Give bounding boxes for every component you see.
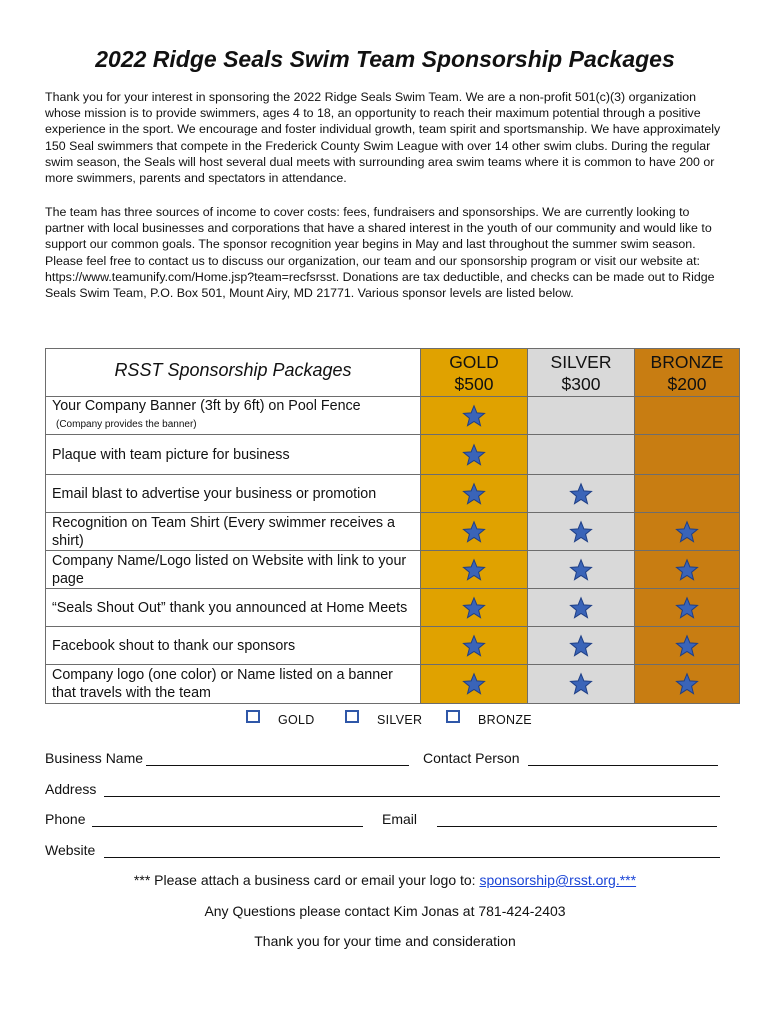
table-row: Company logo (one color) or Name listed on a banner that travels with the team — [46, 665, 740, 704]
sponsorship-email-link[interactable]: sponsorship@rsst.org.*** — [479, 872, 637, 888]
table-row: Company Name/Logo listed on Website with link to your page — [46, 551, 740, 589]
intro-paragraph: Thank you for your interest in sponsoring the 2022 Ridge Seals Swim Team. We are a non-profit 501(c)(3) organization whose mission is to provide swimmers, ages 4 to 18, an opportunity to reach their maximum potential through a positive experience in the sport. We encourage and foster individual growth, team spirit and sportsmanship. We have approximately 150 Seal swimmers that compete in the Frederick County Swim League with over 14 other swim clubs. During the regular swim season, the Seals will host several dual meets with surrounding area swim teams where it is common to have 200 or more swimmers, parents and spectators in attendance. — [45, 90, 721, 186]
thanks-note: Thank you for your time and consideration — [254, 933, 516, 949]
silver-checkbox[interactable] — [345, 710, 359, 723]
star-icon — [462, 634, 486, 658]
business-name-label: Business Name — [45, 750, 144, 766]
contact-person-label: Contact Person — [423, 750, 520, 766]
business-name-field[interactable] — [146, 764, 409, 766]
star-icon — [462, 520, 486, 544]
star-icon — [462, 404, 486, 428]
bronze-header: BRONZE $200 — [635, 349, 740, 397]
gold-header: GOLD $500 — [421, 349, 528, 397]
star-icon — [569, 634, 593, 658]
star-icon — [675, 520, 699, 544]
phone-label: Phone — [45, 811, 86, 827]
address-label: Address — [45, 781, 97, 797]
bronze-checkbox[interactable] — [446, 710, 460, 723]
table-row: Your Company Banner (3ft by 6ft) on Pool Fence (Company provides the banner) — [46, 397, 740, 435]
package-options — [0, 710, 770, 734]
website-field[interactable] — [104, 856, 720, 858]
page-title: 2022 Ridge Seals Swim Team Sponsorship Packages — [95, 46, 675, 72]
star-icon — [569, 672, 593, 696]
table-heading: RSST Sponsorship Packages — [46, 349, 421, 397]
table-row: Recognition on Team Shirt (Every swimmer receives a shirt) — [46, 513, 740, 551]
star-icon — [675, 558, 699, 582]
star-icon — [462, 558, 486, 582]
email-field[interactable] — [437, 825, 717, 827]
silver-option[interactable]: SILVER — [345, 710, 422, 727]
questions-note: Any Questions please contact Kim Jonas at 781-424-2403 — [204, 903, 566, 919]
star-icon — [569, 596, 593, 620]
sponsorship-table — [45, 348, 740, 704]
star-icon — [569, 482, 593, 506]
table-row: Plaque with team picture for business — [46, 435, 740, 475]
table-row: “Seals Shout Out” thank you announced at Home Meets — [46, 589, 740, 627]
star-icon — [569, 520, 593, 544]
bronze-option[interactable]: BRONZE — [446, 710, 532, 727]
star-icon — [675, 596, 699, 620]
silver-header: SILVER $300 — [528, 349, 635, 397]
table-row: Email blast to advertise your business or promotion — [46, 475, 740, 513]
gold-option[interactable]: GOLD — [246, 710, 315, 727]
star-icon — [462, 443, 486, 467]
star-icon — [569, 558, 593, 582]
contact-person-field[interactable] — [528, 764, 718, 766]
attach-note: *** Please attach a business card or email your logo to: sponsorship@rsst.org.*** — [133, 872, 637, 888]
income-paragraph: The team has three sources of income to cover costs: fees, fundraisers and sponsorships. We are currently looking to partner with local businesses and corporations that have a shared interest in the youth of our community and would like to support our common goals. The sponsor recognition year begins in May and last throughout the summer swim season. Please feel free to contact us to discuss our organization, our team and our sponsorship program or visit our website at: https://www.teamunify.com/Home.jsp?team=recfsrsst. Donations are tax deductible, and checks can be made out to Ridge Seals Swim Team, P.O. Box 501, Mount Airy, MD 21771. Various sponsor levels are listed below. — [45, 205, 715, 301]
phone-field[interactable] — [92, 825, 363, 827]
star-icon — [462, 596, 486, 620]
table-row: Facebook shout to thank our sponsors — [46, 627, 740, 665]
email-label: Email — [382, 811, 418, 827]
star-icon — [462, 482, 486, 506]
star-icon — [462, 672, 486, 696]
website-label: Website — [45, 842, 96, 858]
address-field[interactable] — [104, 795, 720, 797]
gold-checkbox[interactable] — [246, 710, 260, 723]
star-icon — [675, 634, 699, 658]
star-icon — [675, 672, 699, 696]
